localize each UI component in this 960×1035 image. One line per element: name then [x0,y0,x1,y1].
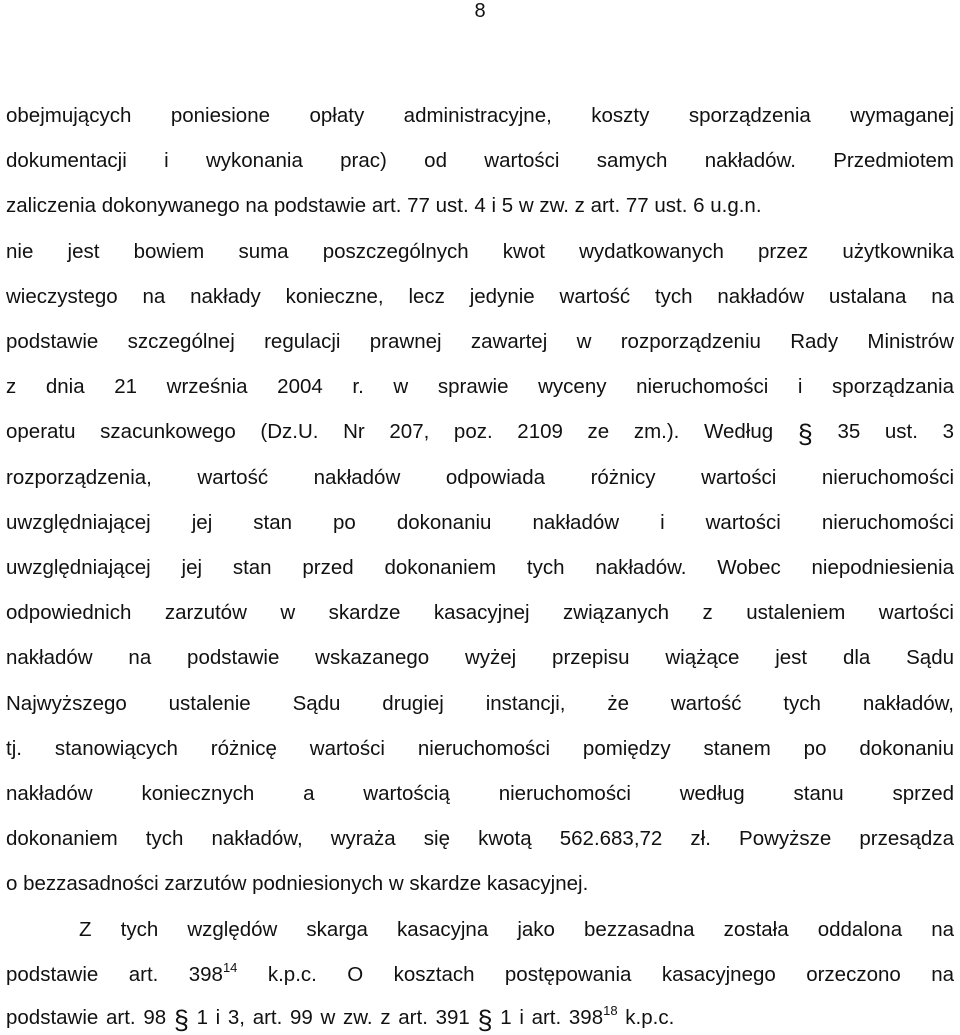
text-line [6,1003,954,1035]
text-line: podstawie szczególnej regulacji prawnej zawartej w rozporządzeniu Rady Ministrów [6,330,954,353]
page-number: 8 [474,0,486,22]
text-line: rozporządzenia, wartość nakładów odpowiada różnicy wartości nieruchomości [6,466,954,489]
text-line: zaliczenia dokonywanego na podstawie art. 77 ust. 4 i 5 w zw. z art. 77 ust. 6 u.g.n. [6,194,762,217]
text-line: dokonaniem tych nakładów, wyraża się kwotą 562.683,72 zł. Powyższe przesądza [6,827,954,850]
text-line [6,419,954,449]
text-line: uwzględniającej jej stan przed dokonaniem tych nakładów. Wobec niepodniesienia [6,556,954,579]
text-line: odpowiednich zarzutów w skardze kasacyjnej związanych z ustaleniem wartości [6,601,954,624]
text-segment: operatu szacunkowego (Dz.U. Nr 207, poz. 2109 ze zm.). Według [6,420,774,443]
text-line: Z tych względów skarga kasacyjna jako bezzasadna została oddalona na [79,918,954,941]
section-sign: § [173,1005,189,1035]
text-segment: 35 ust. 3 [837,420,954,443]
text-segment: k.p.c. O kosztach postępowania kasacyjnego orzeczono na [267,963,954,986]
text-line: z dnia 21 września 2004 r. w sprawie wyceny nieruchomości i sporządzania [6,375,954,398]
text-line: Najwyższego ustalenie Sądu drugiej instancji, że wartość tych nakładów, [6,692,954,715]
text-segment: k.p.c. [625,1006,675,1029]
text-line [6,960,954,987]
text-line: nakładów koniecznych a wartością nieruchomości według stanu sprzed [6,782,954,805]
section-sign: § [477,1005,493,1035]
text-segment: 1 i 3, art. 99 w zw. z art. 391 [196,1006,470,1029]
text-segment: 1 i art. 398 [500,1006,604,1029]
text-line: dokumentacji i wykonania prac) od wartości samych nakładów. Przedmiotem [6,149,954,172]
text-segment: podstawie art. 398 [6,963,223,986]
text-line: wieczystego na nakłady konieczne, lecz jedynie wartość tych nakładów ustalana na [6,285,954,308]
superscript: 18 [603,1003,618,1018]
text-line: nakładów na podstawie wskazanego wyżej przepisu wiążące jest dla Sądu [6,646,954,669]
text-line: obejmujących poniesione opłaty administracyjne, koszty sporządzenia wymaganej [6,104,954,127]
text-line: o bezzasadności zarzutów podniesionych w skardze kasacyjnej. [6,872,589,895]
text-line: nie jest bowiem suma poszczególnych kwot wydatkowanych przez użytkownika [6,240,954,263]
text-line: uwzględniającej jej stan po dokonaniu nakładów i wartości nieruchomości [6,511,954,534]
text-line: tj. stanowiących różnicę wartości nieruchomości pomiędzy stanem po dokonaniu [6,737,954,760]
superscript: 14 [222,960,238,975]
section-sign: § [797,419,813,449]
text-segment: podstawie art. 98 [6,1006,167,1029]
